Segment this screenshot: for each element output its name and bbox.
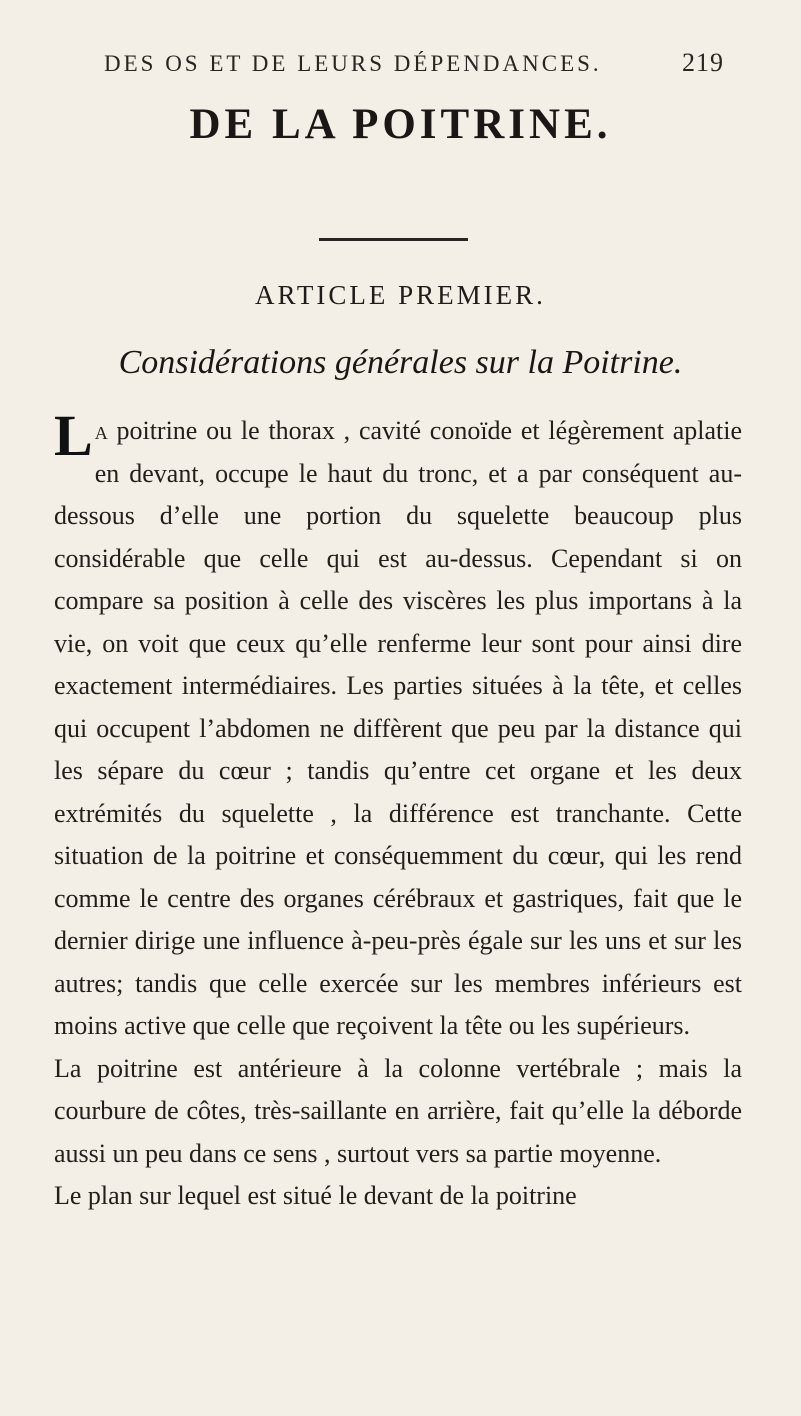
- chapter-title: DE LA POITRINE.: [189, 101, 612, 148]
- paragraph-1: [54, 403, 742, 1048]
- drop-cap: L: [54, 403, 93, 468]
- article-title: ARTICLE PREMIER.: [255, 280, 546, 310]
- paragraph-1-text: poitrine ou le thorax , cavité conoïde et légèrement aplatie en devant, occupe le haut du tronc, et a par conséquent au-dessous d’elle une portion du squelette beaucoup plus considérable que celle qui est au-dessus. Cependant si on compare sa position à celle des viscères les plus importans à la vie, on voit que ceux qu’elle renferme leur sont pour ainsi dire exactement intermédiaires. Les parties situées à la tête, et celles qui occupent l’abdomen ne diffèrent que peu par la distance qui les sépare du cœur ; tandis qu’entre cet organe et les deux extrémités du squelette , la différence est tranchante. Cette situation de la poitrine et conséquemment du cœur, qui les rend comme le centre des organes cérébraux et gastriques, fait que le dernier dirige une influence à-peu-près égale sur les uns et sur les autres; tandis que celle exercée sur les membres inférieurs est moins active que celle que reçoivent la tête ou les supérieurs.: [54, 416, 742, 1040]
- section-title: Considérations générales sur la Poitrine.: [118, 344, 683, 381]
- paragraph-2: [54, 1048, 742, 1176]
- section-divider: [319, 238, 468, 241]
- paragraph-3-text: Le plan sur lequel est situé le devant de la poitrine: [54, 1181, 577, 1210]
- page-number: 219: [682, 48, 724, 77]
- paragraph-2-text: La poitrine est antérieure à la colonne vertébrale ; mais la courbure de côtes, très-saillante en arrière, fait qu’elle la déborde aussi un peu dans ce sens , surtout vers sa partie moyenne.: [54, 1053, 742, 1168]
- body-text: [54, 403, 742, 1218]
- first-word-rest: a: [94, 416, 108, 445]
- running-head: [104, 48, 724, 78]
- running-head-title: DES OS ET DE LEURS DÉPENDANCES.: [104, 51, 602, 76]
- paragraph-3: [54, 1175, 742, 1218]
